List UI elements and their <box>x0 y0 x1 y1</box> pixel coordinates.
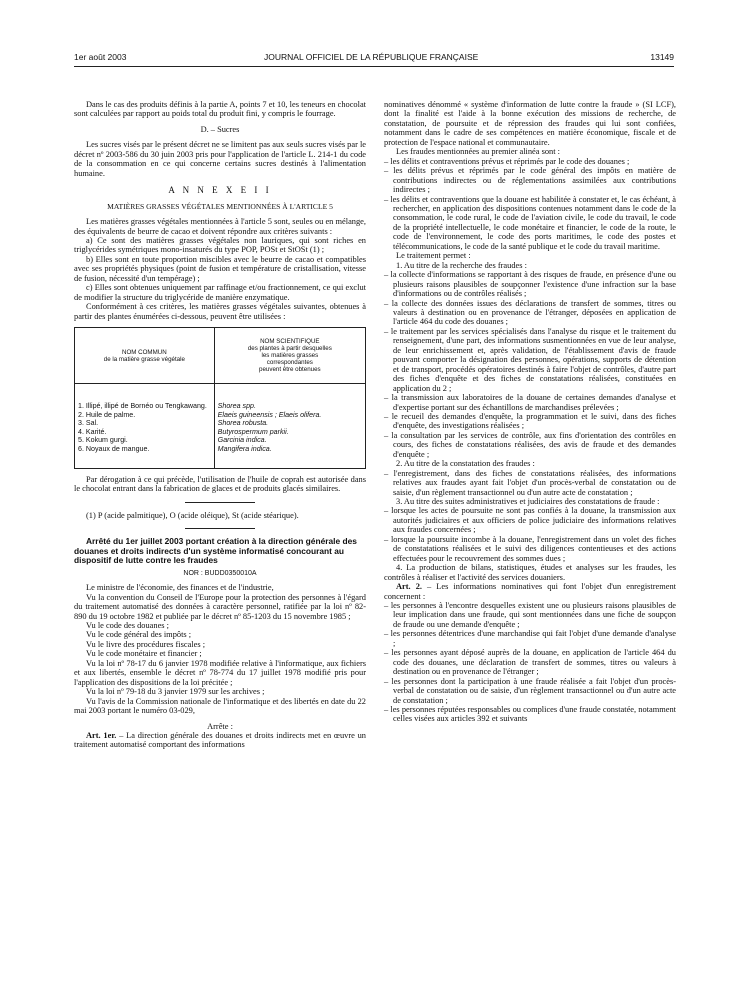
table-row <box>75 428 366 437</box>
annexe-heading: A N N E X E I I <box>168 185 272 196</box>
table-cell-scientific: Butyrospermum parkii. <box>214 428 365 437</box>
list-item: – les délits prévus et réprimés par le code général des impôts en matière de contributions indirectes ou de réglementations assimilées aux contributions indirectes ; <box>384 166 676 195</box>
table-row <box>75 436 366 445</box>
header-journal-title: JOURNAL OFFICIEL DE LA RÉPUBLIQUE FRANÇAISE <box>264 52 479 62</box>
list-item: – les personnes détentrices d'une marchandise qui fait l'objet d'une demande d'analyse ; <box>384 629 676 648</box>
table-row <box>75 384 366 411</box>
subsection-4: 4. La production de bilans, statistiques, études et analyses sur les fraudes, les contrôles à réaliser et l'activité des services douaniers. <box>384 563 676 582</box>
visa: Vu la convention du Conseil de l'Europe pour la protection des personnes à l'égard du traitement automatisé des données à caractère personnel, ratifiée par la loi nº 82-890 du 19 octobre 1982 et publiée par le décret nº 85-1203 du 15 novembre 1985 ; <box>74 592 366 621</box>
table-cell-scientific: Garcinia indica. <box>214 436 365 445</box>
list-item: – les personnes ayant déposé auprès de la douane, en application de l'article 464 du code des douanes, une déclaration de transfert de sommes, titres ou valeurs à destination ou en provenance de l'étranger ; <box>384 648 676 677</box>
header-date: 1er août 2003 <box>74 52 127 62</box>
paragraph: Les sucres visés par le présent décret ne se limitent pas aux seuls sucres visés par le décret nº 2003-586 du 30 juin 2003 pris pour l'application de l'article L. 214-1 du code de la consommation en ce qui concerne certains sucres destinés à l'alimentation humaine. <box>74 140 367 178</box>
section-title-sucres: D. – Sucres <box>200 124 240 134</box>
right-column <box>384 100 676 724</box>
table-row <box>75 419 366 428</box>
subsection-3: 3. Au titre des suites administratives et judiciaires des constatations de fraude : <box>396 497 660 507</box>
left-column <box>74 100 366 750</box>
table-cell-common: 4. Karité. <box>75 428 215 437</box>
list-item: – les personnes dont la participation à une fraude réalisée a fait l'objet d'un procès-verbal de constatation ou de saisie, d'un règlement transactionnel ou d'un autre acte de constatation ; <box>384 676 676 705</box>
paragraph: Le traitement permet : <box>396 251 471 261</box>
list-item: – la consultation par les services de contrôle, aux fins d'orientation des contrôles en cours, des fiches de constatations réalisées, des avis de fraude et des demandes d'enquête ; <box>384 430 676 459</box>
article-2 <box>384 582 676 601</box>
article-1 <box>74 731 366 750</box>
section-divider <box>185 528 255 529</box>
subsection-2: 2. Au titre de la constatation des fraudes : <box>396 459 535 469</box>
table-row <box>75 445 366 468</box>
header-page-number: 13149 <box>650 52 674 62</box>
header-rule <box>74 66 674 67</box>
table-cell-scientific: Mangifera indica. <box>214 445 365 468</box>
table-header-common-name: NOM COMMUN de la matière grasse végétale <box>75 328 215 384</box>
list-item: – les personnes réputées responsables ou complices d'une fraude constatée, notamment celles visées aux articles 392 et suivants <box>384 705 676 724</box>
table-row <box>75 411 366 420</box>
list-item: – les délits et contraventions prévus et réprimés par le code des douanes ; <box>384 156 630 166</box>
table-cell-common: 3. Sal. <box>75 419 215 428</box>
paragraph: Les fraudes mentionnées au premier alinéa sont : <box>396 147 560 157</box>
visa: Vu le code des douanes ; <box>86 621 169 631</box>
paragraph: Dans le cas des produits définis à la partie A, points 7 et 10, les teneurs en chocolat sont calculées par rapport au poids total du produit fini, y compris le fourrage. <box>74 100 366 119</box>
list-item: – le traitement par les services spécialisés dans l'analyse du risque et le traitement du renseignement, d'une part, des informations susmentionnées en vue de leur analyse, de leur enrichissement et, après validation, de l'établissement d'avis de fraude pouvant comporter la désignation des personnes, opérations, supports de détention et de transport, procédés opératoires destinés à faire l'objet de contrôles, d'autre part des fiches d'enquête et des fiches de constatations réalisées, constituées en application du 2 ; <box>384 326 676 393</box>
visa: Vu la loi nº 78-17 du 6 janvier 1978 modifiée relative à l'informatique, aux fichiers et aux libertés, ensemble le décret nº 78-774 du 17 juillet 1978 modifié pris pour l'application des dispositions de la loi précitée ; <box>74 658 366 687</box>
table-cell-scientific: Elaeis guineensis ; Elaeis olifera. <box>214 411 365 420</box>
list-item: – la collecte d'informations se rapportant à des risques de fraude, en présence d'une ou plusieurs raisons plausibles de soupçonner l'existence d'une infraction sur la base d'informations ou de contrôles réalisés ; <box>384 270 676 299</box>
paragraph: nominatives dénommé « système d'information de lutte contre la fraude » (SI LCF), dont la finalité est l'aide à la bonne exécution des missions de recherche, de constatation, de poursuite et de répression des fraudes qui lui sont confiées, notamment dans le cadre de ses compétences en matière économique, fiscale et de protection de l'espace national et communautaire. <box>384 100 676 147</box>
article-2-text: – Les informations nominatives qui font l'objet d'un enregistrement concernent : <box>384 582 676 601</box>
annexe-title: MATIÈRES GRASSES VÉGÉTALES MENTIONNÉES À L'ARTICLE 5 <box>107 201 333 211</box>
paragraph: Le ministre de l'économie, des finances et de l'industrie, <box>86 583 274 593</box>
list-item: – la collecte des données issues des déclarations de transfert de sommes, titres ou valeurs à destination ou en provenance de l'étranger, déposées en application de l'article 464 du code des douanes ; <box>384 298 676 327</box>
list-item: – les délits et contraventions que la douane est habilitée à constater et, le cas échéant, à rechercher, en application des dispositions contenues notamment dans le code de la consommation, le code rural, le code de l'aviation civile, le code du travail, le code de la propriété intellectuelle, le code monétaire et financier, le code de la route, le code de l'environnement, le code des ports maritimes, le code des postes et télécommunications, le code de la santé publique et le code du travail maritime. <box>384 194 676 251</box>
visa: Vu le livre des procédures fiscales ; <box>86 639 206 649</box>
article-1-text: – La direction générale des douanes et droits indirects met en œuvre un traitement automatisé comportant des informations <box>74 731 366 750</box>
list-item: – lorsque la poursuite incombe à la douane, l'enregistrement dans un volet des fiches de constatations réalisées et le suivi des diligences contentieuses et des actions effectuées pour le recouvrement des sommes dues ; <box>384 534 676 563</box>
visa: Vu la loi nº 79-18 du 3 janvier 1979 sur les archives ; <box>86 687 265 697</box>
nor-reference: NOR : BUDD0350010A <box>183 569 257 577</box>
article-1-label: Art. 1er. <box>86 731 117 741</box>
footnote: (1) P (acide palmitique), O (acide oléique), St (acide stéarique). <box>86 510 299 520</box>
arrete-label: Arrête : <box>207 721 233 731</box>
paragraph: Conformément à ces critères, les matières grasses végétales suivantes, obtenues à partir des plantes énumérées ci-dessous, peuvent être utilisées : <box>74 302 366 321</box>
list-item: – la transmission aux laboratoires de la douane de certaines demandes d'analyse et d'expertise portant sur des échantillons de marchandises prélevées ; <box>384 393 676 412</box>
arrete-title: Arrêté du 1er juillet 2003 portant création à la direction générale des douanes et droits indirects d'un système informatisé concourant au dispositif de lutte contre les fraudes <box>74 535 357 566</box>
table-cell-common: 2. Huile de palme. <box>75 411 215 420</box>
article-2-label: Art. 2. <box>396 582 422 592</box>
footnote-divider <box>185 502 255 503</box>
subsection-1: 1. Au titre de la recherche des fraudes : <box>396 260 527 270</box>
visa: Vu l'avis de la Commission nationale de l'informatique et des libertés en date du 22 mai 2003 portant le numéro 03-029, <box>74 696 366 716</box>
list-item: – le recueil des demandes d'enquête, la programmation et le suivi, dans des fiches d'enquête, des investigations réalisées ; <box>384 411 676 431</box>
visa: Vu le code monétaire et financier ; <box>86 649 202 659</box>
table-cell-common: 5. Kokum gurgi. <box>75 436 215 445</box>
visa: Vu le code général des impôts ; <box>86 630 192 640</box>
list-item: – lorsque les actes de poursuite ne sont pas confiés à la douane, la transmission aux autorités judiciaires et aux officiers de police judiciaire des informations relatives aux fraudes concernées ; <box>384 506 676 535</box>
page-header <box>74 52 674 66</box>
table-cell-common: 1. Illipé, illipé de Bornéo ou Tengkawang. <box>75 384 215 411</box>
list-item: – l'enregistrement, dans des fiches de constatations réalisées, des informations relatives aux fraudes ayant fait l'objet d'un procès-verbal de constatation ou de saisie, d'un règlement transactionnel ou d'un autre acte de constatation ; <box>384 468 676 497</box>
vegetable-fats-table <box>74 327 366 469</box>
criterion-a: a) Ce sont des matières grasses végétales non lauriques, qui sont riches en triglycérides symétriques mono-insaturés du type POP, POSt et StOSt (1) ; <box>74 235 366 255</box>
paragraph: Par dérogation à ce qui précède, l'utilisation de l'huile de coprah est autorisée dans le chocolat entrant dans la fabrication de glaces et de produits glacés similaires. <box>74 474 366 494</box>
table-header-scientific-name: NOM SCIENTIFIQUE des plantes à partir desquelles les matières grasses correspondantes peuvent être obtenues <box>214 328 365 384</box>
table-cell-common: 6. Noyaux de mangue. <box>75 445 215 468</box>
table-cell-scientific: Shorea spp. <box>214 384 365 411</box>
table-cell-scientific: Shorea robusta. <box>214 419 365 428</box>
list-item: – les personnes à l'encontre desquelles existent une ou plusieurs raisons plausibles de leur implication dans une fraude, qui sont mentionnées dans une fiche de soupçon de fraude ou une demande d'enquête ; <box>384 601 676 629</box>
criterion-b: b) Elles sont en toute proportion miscibles avec le beurre de cacao et compatibles avec ses propriétés physiques (point de fusion et température de cristallisation, vitesse de fusion, nécessité d'un tempérage) ; <box>74 254 366 283</box>
criterion-c: c) Elles sont obtenues uniquement par raffinage et/ou fractionnement, ce qui exclut de modifier la structure du triglycéride de manière enzymatique. <box>74 283 366 302</box>
paragraph: Les matières grasses végétales mentionnées à l'article 5 sont, seules ou en mélange, des équivalents de beurre de cacao et doivent répondre aux critères suivants : <box>74 217 366 236</box>
